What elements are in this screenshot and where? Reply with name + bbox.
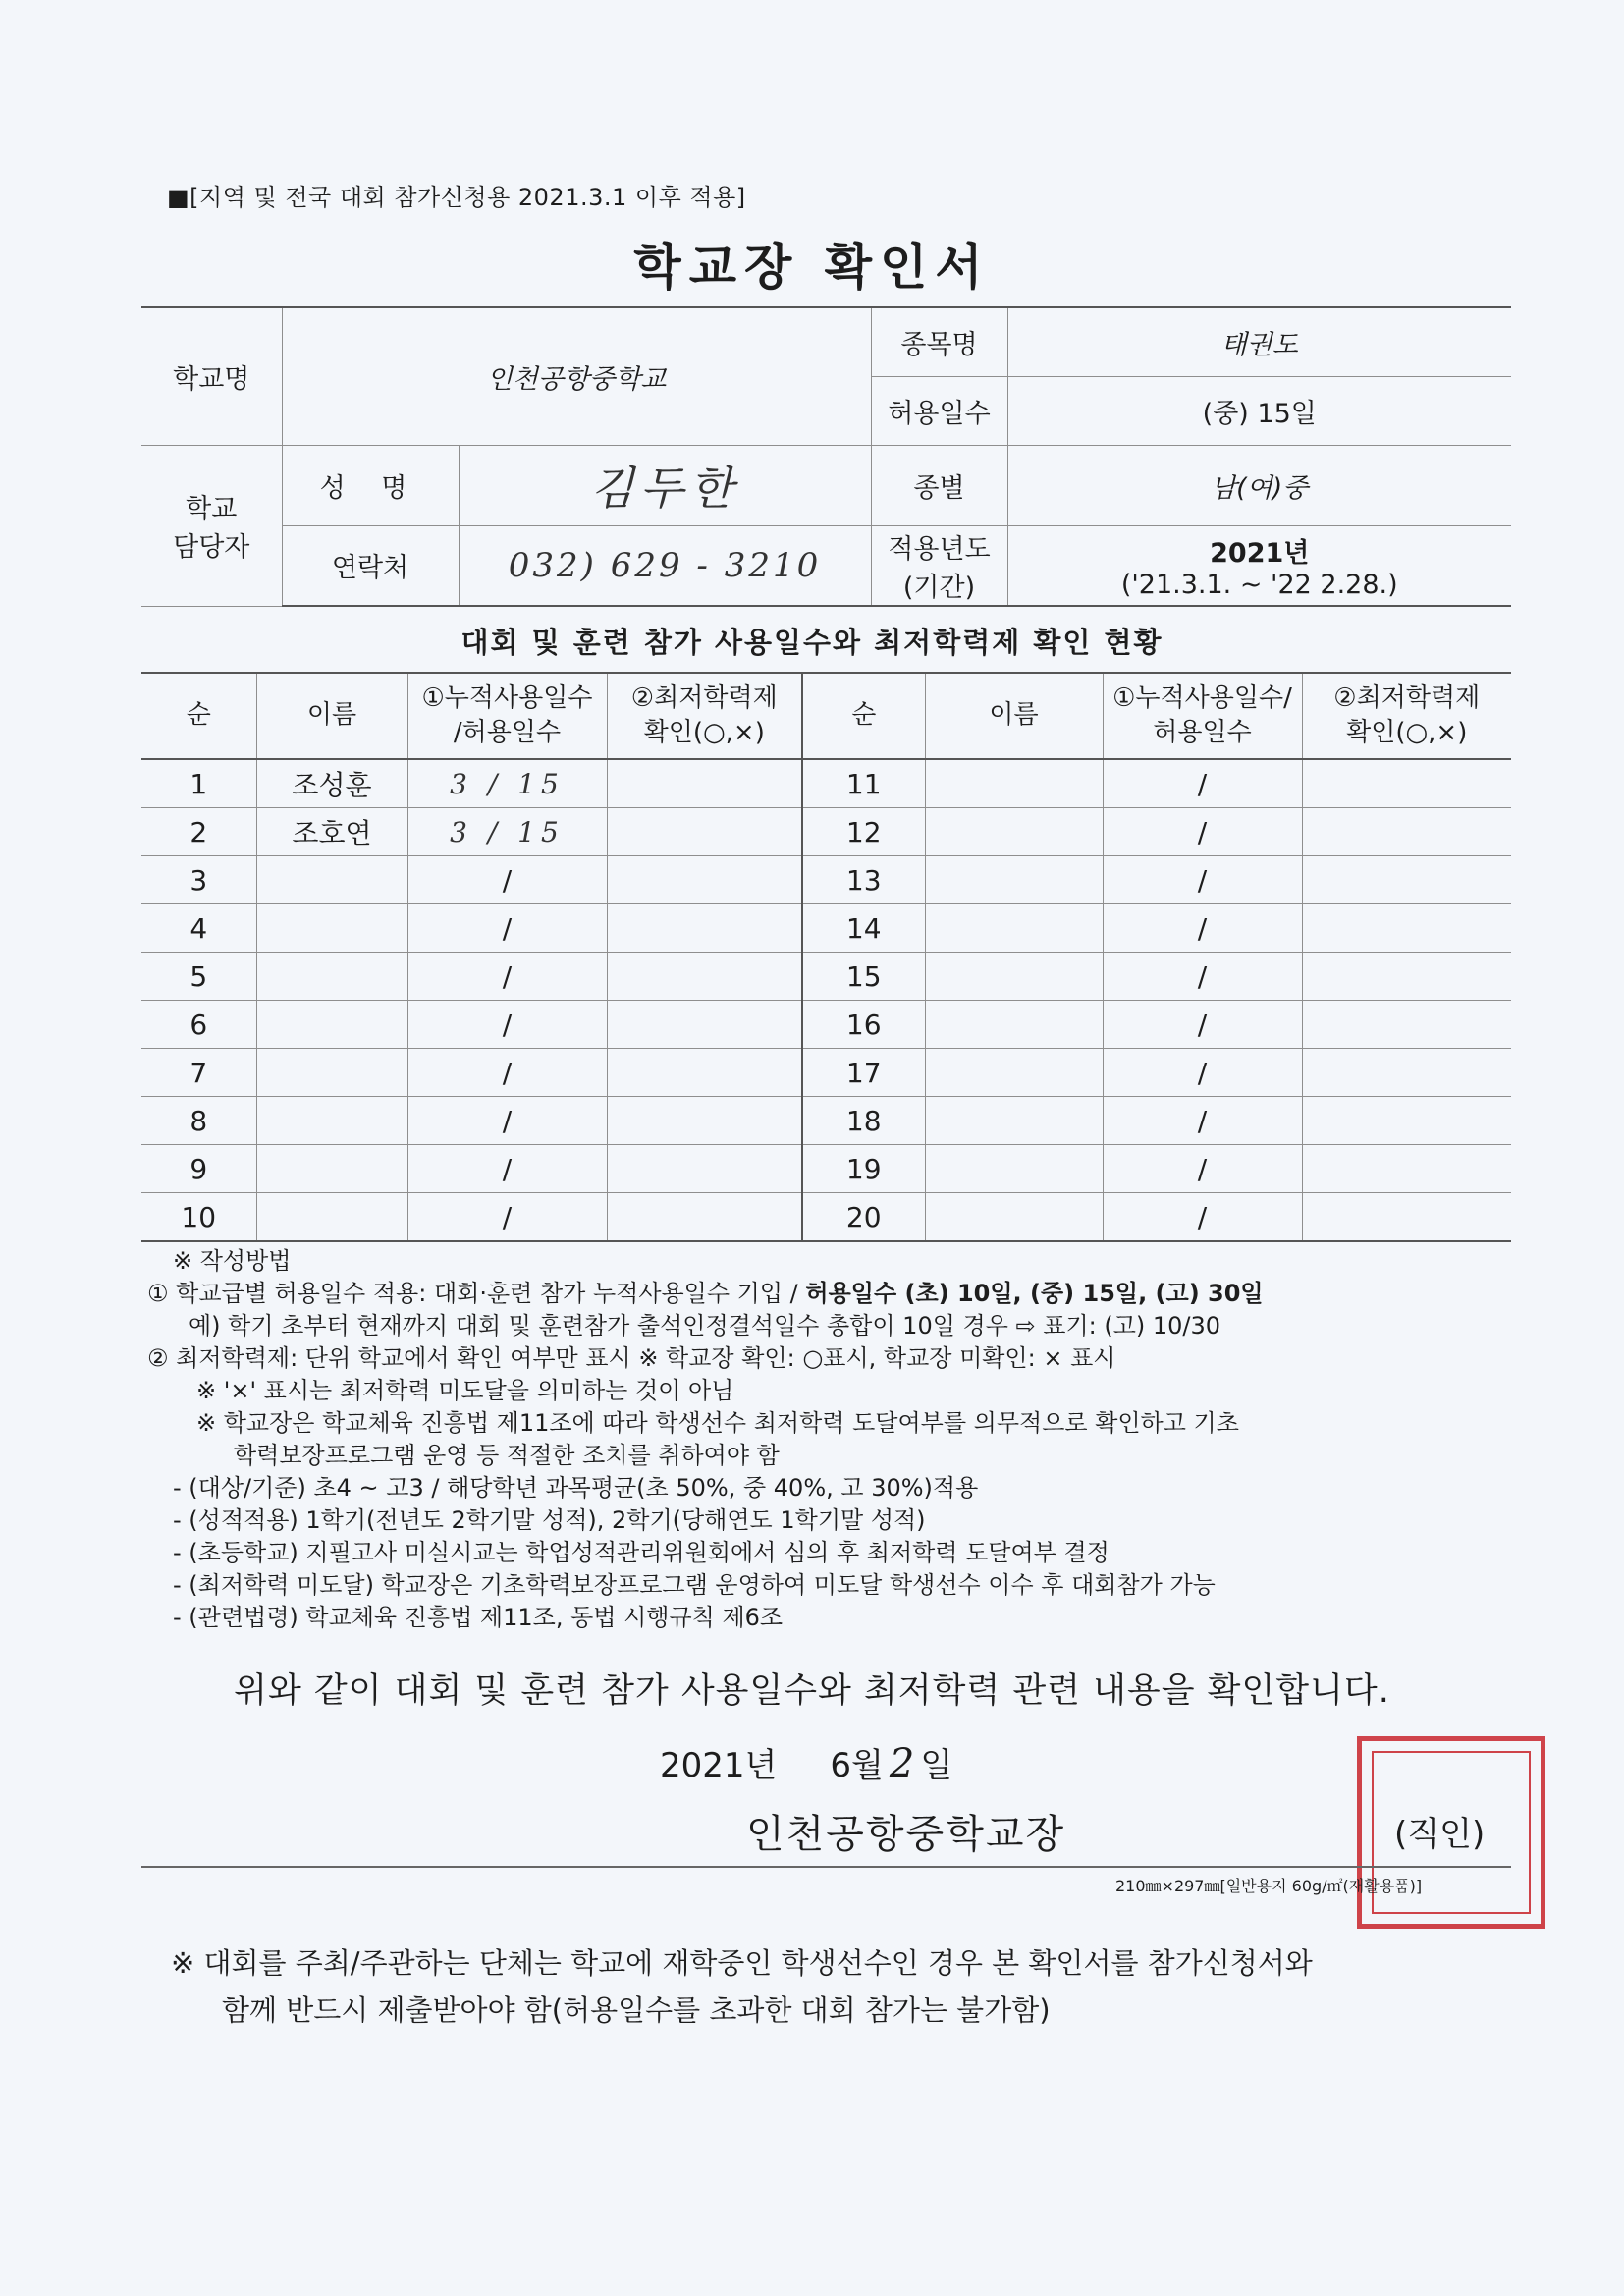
row-check — [607, 856, 802, 904]
row-days-right: / — [1103, 904, 1302, 953]
note-9: - (관련법령) 학교체육 진흥법 제11조, 동법 시행규칙 제6조 — [173, 1604, 784, 1631]
col-check-right-line1: ②최저학력제 — [1333, 683, 1481, 713]
date-month: 6월 — [830, 1746, 884, 1785]
seal-label: (직인) — [1394, 1815, 1486, 1854]
name-label: 성 명 — [282, 445, 459, 525]
row-days: / — [407, 1193, 607, 1242]
sport-label: 종목명 — [871, 307, 1007, 376]
row-name-right — [925, 808, 1103, 856]
row-check — [607, 1049, 802, 1097]
col-days-line2: /허용일수 — [453, 718, 562, 747]
instructions — [147, 1245, 1522, 1634]
footer-note — [171, 1940, 1545, 2034]
row-no: 7 — [141, 1049, 256, 1097]
row-check-right — [1302, 759, 1511, 808]
row-name — [256, 904, 407, 953]
row-name — [256, 953, 407, 1001]
row-days: / — [407, 904, 607, 953]
table-row — [141, 1097, 1511, 1145]
footer-line-1: ※ 대회를 주최/주관하는 단체는 학교에 재학중인 학생선수인 경우 본 확인서를 참가신청서와 — [171, 1946, 1313, 1980]
row-name: 조호연 — [256, 808, 407, 856]
table-row — [141, 904, 1511, 953]
school-value: 인천공항중학교 — [282, 307, 871, 445]
row-no-right: 11 — [802, 759, 925, 808]
row-name — [256, 1001, 407, 1049]
name-value: 김두한 — [459, 445, 871, 525]
row-check — [607, 953, 802, 1001]
note-1 — [147, 1278, 1522, 1310]
footer-line-2: 함께 반드시 제출받아야 함(허용일수를 초과한 대회 참가는 불가함) — [222, 1994, 1051, 2027]
row-name-right — [925, 1193, 1103, 1242]
usage-status-table — [141, 672, 1511, 1242]
row-name — [256, 1049, 407, 1097]
row-name-right — [925, 953, 1103, 1001]
divider — [141, 1866, 1511, 1868]
row-no-right: 18 — [802, 1097, 925, 1145]
note-4a: ※ 학교장은 학교체육 진흥법 제11조에 따라 학생선수 최저학력 도달여부를 의무적으로 확인하고 기초 — [196, 1409, 1239, 1437]
col-no-right: 순 — [802, 673, 925, 759]
paper-spec: 210㎜×297㎜[일반용지 60g/㎡(재활용품)] — [1115, 1877, 1423, 1895]
row-name-right — [925, 1145, 1103, 1193]
col-check-right-line2: 확인(○,×) — [1346, 718, 1468, 747]
table-header-row — [141, 673, 1511, 759]
row-days: / — [407, 1145, 607, 1193]
note-6: - (성적적용) 1학기(전년도 2학기말 성적), 2학기(당해연도 1학기말 성적) — [173, 1506, 926, 1534]
table-row — [141, 1049, 1511, 1097]
col-check-right — [1302, 673, 1511, 759]
contact-person-label-line1: 학교 — [186, 494, 238, 524]
row-no: 6 — [141, 1001, 256, 1049]
note-8: - (최저학력 미도달) 학교장은 기초학력보장프로그램 운영하여 미도달 학생선수 이수 후 대회참가 가능 — [173, 1571, 1216, 1599]
note-5: - (대상/기준) 초4 ~ 고3 / 해당학년 과목평균(초 50%, 중 40%, 고 30%)적용 — [173, 1474, 979, 1502]
row-check-right — [1302, 856, 1511, 904]
row-name-right — [925, 759, 1103, 808]
row-days-right: / — [1103, 808, 1302, 856]
row-check — [607, 759, 802, 808]
row-no: 10 — [141, 1193, 256, 1242]
row-check-right — [1302, 1001, 1511, 1049]
row-name-right — [925, 1097, 1103, 1145]
row-name — [256, 1097, 407, 1145]
row-name-right — [925, 904, 1103, 953]
row-check-right — [1302, 1049, 1511, 1097]
row-days: / — [407, 1001, 607, 1049]
year-value: 2021년 — [1210, 537, 1310, 569]
row-name-right — [925, 856, 1103, 904]
sport-value: 태권도 — [1007, 307, 1511, 376]
col-check-line2: 확인(○,×) — [643, 718, 765, 747]
row-days-right: / — [1103, 953, 1302, 1001]
school-info-table — [141, 306, 1511, 607]
contact-person-label — [141, 445, 282, 606]
table-body — [141, 759, 1511, 1241]
header-note: ■[지역 및 전국 대회 참가신청용 2021.3.1 이후 적용] — [167, 184, 746, 211]
row-no: 4 — [141, 904, 256, 953]
row-no: 5 — [141, 953, 256, 1001]
row-days: 3 / 15 — [407, 759, 607, 808]
year-value-cell — [1007, 525, 1511, 606]
row-no-right: 16 — [802, 1001, 925, 1049]
row-name — [256, 856, 407, 904]
row-no: 2 — [141, 808, 256, 856]
row-days: / — [407, 856, 607, 904]
row-check — [607, 904, 802, 953]
row-days-right: / — [1103, 1193, 1302, 1242]
col-check — [607, 673, 802, 759]
row-days-right: / — [1103, 759, 1302, 808]
table-row — [141, 1193, 1511, 1242]
note-1-example: 예) 학기 초부터 현재까지 대회 및 훈련참가 출석인정결석일수 총합이 10일 경우 ⇨ 표기: (고) 10/30 — [189, 1312, 1221, 1339]
table-row — [141, 808, 1511, 856]
date-year: 2021년 — [660, 1746, 778, 1785]
row-no-right: 12 — [802, 808, 925, 856]
row-name-right — [925, 1049, 1103, 1097]
row-check — [607, 1145, 802, 1193]
row-check-right — [1302, 1145, 1511, 1193]
table-row — [141, 1001, 1511, 1049]
col-days-right-line2: 허용일수 — [1153, 718, 1252, 747]
col-name-right: 이름 — [925, 673, 1103, 759]
status-heading: 대회 및 훈련 참가 사용일수와 최저학력제 확인 현황 — [460, 626, 1164, 659]
allowed-days-value: (중) 15일 — [1007, 376, 1511, 445]
note-3: ※ '×' 표시는 최저학력 미도달을 의미하는 것이 아님 — [196, 1377, 734, 1404]
row-days: 3 / 15 — [407, 808, 607, 856]
note-4b: 학력보장프로그램 운영 등 적절한 조치를 취하여야 함 — [234, 1442, 780, 1469]
row-no: 8 — [141, 1097, 256, 1145]
col-days — [407, 673, 607, 759]
gender-label: 종별 — [871, 445, 1007, 525]
row-days-right: / — [1103, 1097, 1302, 1145]
phone-value: 032) 629 - 3210 — [459, 525, 871, 606]
row-check-right — [1302, 1193, 1511, 1242]
col-name: 이름 — [256, 673, 407, 759]
row-name-right — [925, 1001, 1103, 1049]
row-check — [607, 1193, 802, 1242]
col-no: 순 — [141, 673, 256, 759]
col-days-line1: ①누적사용일수 — [421, 683, 593, 713]
phone-label: 연락처 — [282, 525, 459, 606]
row-check — [607, 808, 802, 856]
row-check — [607, 1097, 802, 1145]
principal-name: 인천공항중학교장 — [746, 1812, 1066, 1857]
row-no-right: 19 — [802, 1145, 925, 1193]
note-2: ② 최저학력제: 단위 학교에서 확인 여부만 표시 ※ 학교장 확인: ○표시, 학교장 미확인: × 표시 — [147, 1344, 1116, 1372]
page-title: 학교장 확인서 — [633, 239, 991, 296]
date-day-unit: 일 — [920, 1746, 953, 1785]
row-check-right — [1302, 1097, 1511, 1145]
year-label-line2: (기간) — [902, 572, 976, 603]
row-days-right: / — [1103, 856, 1302, 904]
row-no-right: 13 — [802, 856, 925, 904]
row-days-right: / — [1103, 1145, 1302, 1193]
note-1-text: ① 학교급별 허용일수 적용: 대회·훈련 참가 누적사용일수 기입 / — [147, 1280, 806, 1307]
col-days-right — [1103, 673, 1302, 759]
gender-value: 남(여)중 — [1007, 445, 1511, 525]
row-no: 3 — [141, 856, 256, 904]
table-row — [141, 1145, 1511, 1193]
row-no-right: 20 — [802, 1193, 925, 1242]
row-name — [256, 1193, 407, 1242]
issue-date — [660, 1738, 952, 1786]
row-days-right: / — [1103, 1049, 1302, 1097]
row-no: 9 — [141, 1145, 256, 1193]
year-label — [871, 525, 1007, 606]
confirmation-statement: 위와 같이 대회 및 훈련 참가 사용일수와 최저학력 관련 내용을 확인합니다. — [234, 1671, 1390, 1711]
allowed-days-label: 허용일수 — [871, 376, 1007, 445]
school-label: 학교명 — [141, 307, 282, 445]
row-days-right: / — [1103, 1001, 1302, 1049]
row-check-right — [1302, 904, 1511, 953]
col-days-right-line1: ①누적사용일수/ — [1112, 683, 1292, 713]
instructions-heading: ※ 작성방법 — [173, 1247, 292, 1275]
period-value: ('21.3.1. ~ '22 2.28.) — [1120, 569, 1398, 600]
row-days: / — [407, 1049, 607, 1097]
date-day: 2 — [889, 1741, 915, 1786]
row-check-right — [1302, 953, 1511, 1001]
year-label-line1: 적용년도 — [888, 533, 991, 565]
table-row — [141, 759, 1511, 808]
col-check-line1: ②최저학력제 — [630, 683, 778, 713]
row-check-right — [1302, 808, 1511, 856]
note-1-bold: 허용일수 (초) 10일, (중) 15일, (고) 30일 — [805, 1280, 1264, 1307]
row-no-right: 14 — [802, 904, 925, 953]
row-days: / — [407, 953, 607, 1001]
row-name: 조성훈 — [256, 759, 407, 808]
contact-person-label-line2: 담당자 — [173, 532, 250, 563]
row-no-right: 17 — [802, 1049, 925, 1097]
row-check — [607, 1001, 802, 1049]
row-no-right: 15 — [802, 953, 925, 1001]
row-name — [256, 1145, 407, 1193]
row-no: 1 — [141, 759, 256, 808]
table-row — [141, 953, 1511, 1001]
table-row — [141, 856, 1511, 904]
note-7: - (초등학교) 지필고사 미실시교는 학업성적관리위원회에서 심의 후 최저학력 도달여부 결정 — [173, 1539, 1110, 1566]
row-days: / — [407, 1097, 607, 1145]
